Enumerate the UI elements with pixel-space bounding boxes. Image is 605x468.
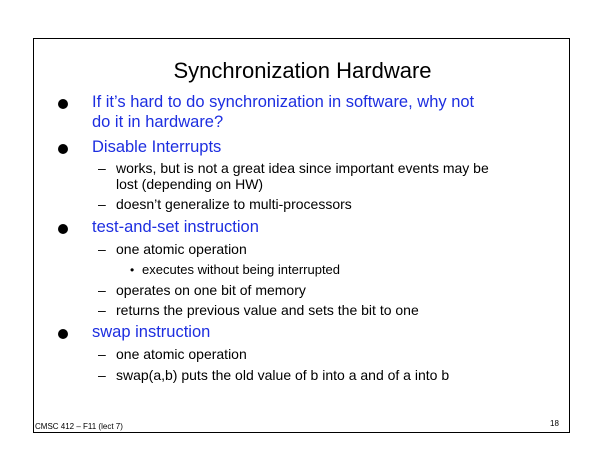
sub-bullet-dash: –: [98, 196, 106, 212]
bullet-4-line-1: swap instruction: [92, 323, 211, 341]
bullet-3-sub-2: operates on one bit of memory: [116, 282, 306, 298]
bullet-dot: [58, 329, 68, 339]
bullet-3-sub-1-sub-1: executes without being interrupted: [142, 262, 341, 277]
bullet-1-line-2: do it in hardware?: [92, 113, 224, 131]
slide-footer: CMSC 412 – F11 (lect 7): [35, 422, 123, 431]
sub-bullet-dash: –: [98, 282, 106, 298]
sub-bullet-dash: –: [98, 367, 106, 383]
bullet-4-sub-2: swap(a,b) puts the old value of b into a and of a into b: [116, 367, 450, 383]
sub-bullet-dash: –: [98, 346, 106, 362]
page-number: 18: [550, 419, 559, 428]
bullet-1-line-1: If it’s hard to do synchronization in software, why not: [92, 93, 475, 111]
bullet-dot: [58, 224, 68, 234]
bullet-2-sub-1-line-1: works, but is not a great idea since important events may be: [116, 160, 489, 176]
bullet-3-sub-1: one atomic operation: [116, 241, 247, 257]
bullet-2-sub-2: doesn’t generalize to multi-processors: [116, 196, 352, 212]
sub-sub-bullet-dot: •: [130, 263, 135, 277]
bullet-dot: [58, 144, 68, 154]
sub-bullet-dash: –: [98, 241, 106, 257]
bullet-3-line-1: test-and-set instruction: [92, 218, 259, 236]
sub-bullet-dash: –: [98, 160, 106, 176]
bullet-2-sub-1-line-2: lost (depending on HW): [116, 176, 264, 192]
slide-title: Synchronization Hardware: [173, 58, 432, 83]
bullet-4-sub-1: one atomic operation: [116, 346, 247, 362]
bullet-2-line-1: Disable Interrupts: [92, 138, 222, 156]
sub-bullet-dash: –: [98, 302, 106, 318]
bullet-3-sub-3: returns the previous value and sets the bit to one: [116, 302, 419, 318]
bullet-dot: [58, 99, 68, 109]
